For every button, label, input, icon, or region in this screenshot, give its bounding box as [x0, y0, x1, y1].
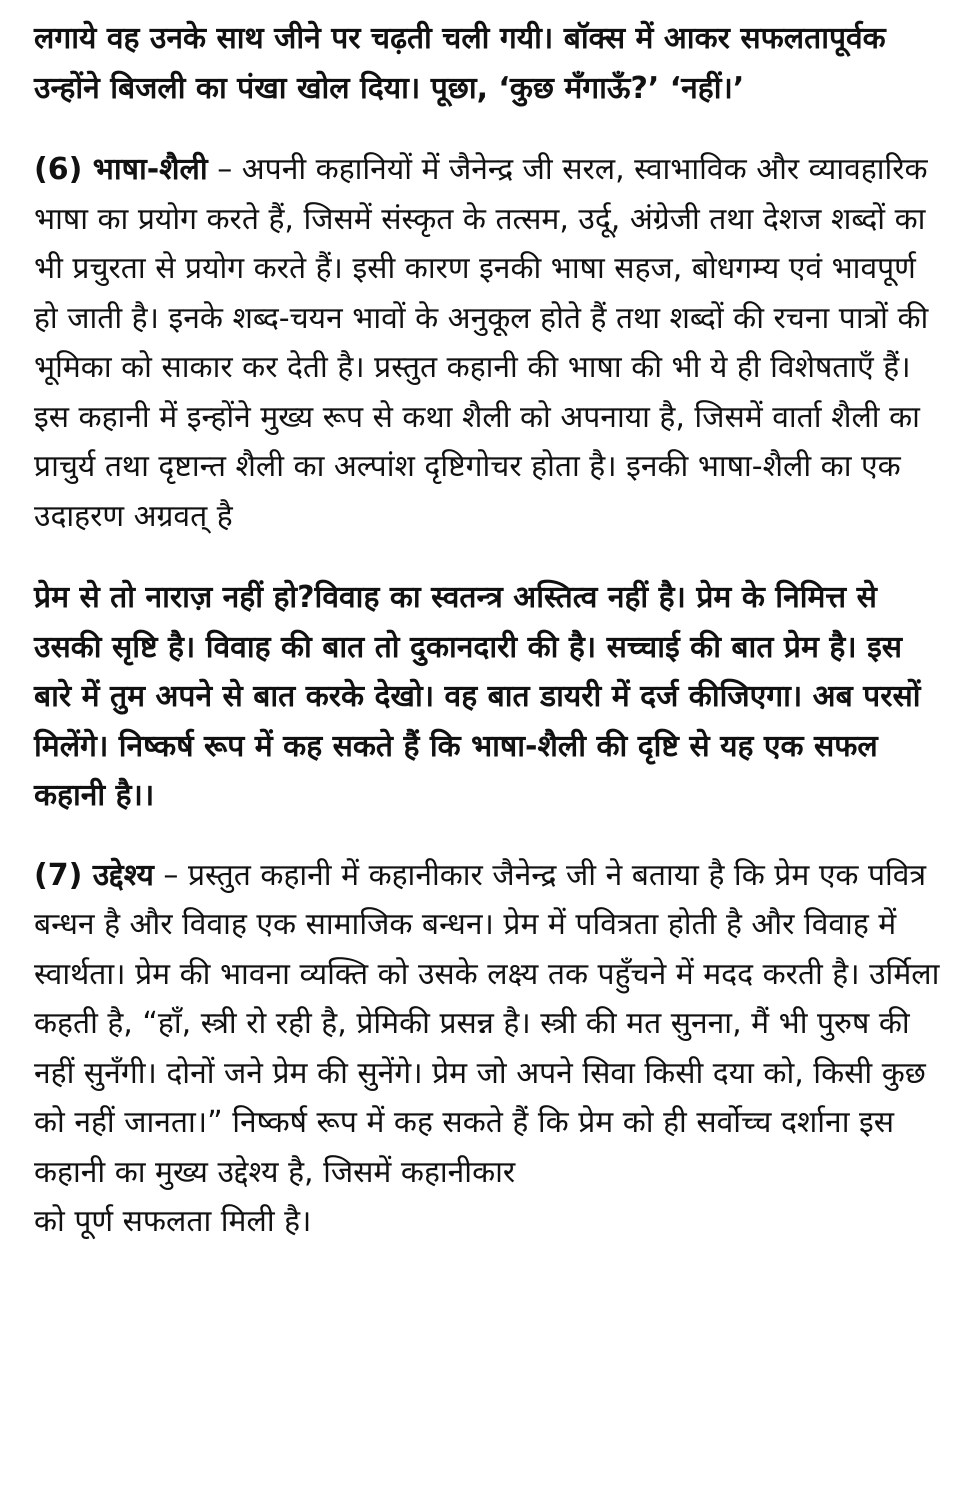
- section-7-paragraph: [34, 851, 946, 1247]
- section-7-body: प्रस्तुत कहानी में कहानीकार जैनेन्द्र जी ने बताया है कि प्रेम एक पवित्र बन्धन है और विवाह एक सामाजिक बन्धन। प्रेम में पवित्रता होती है और विवाह में स्वार्थता। प्रेम की भावना व्यक्ति को उसके लक्ष्य तक पहुँचने में मदद करती है। उर्मिला कहती है, “हाँ, स्त्री रो रही है, प्रेमिकी प्रसन्न है। स्त्री की मत सुनना, मैं भी पुरुष की नहीं सुनँगी। दोनों जने प्रेम की सुनेंगे। प्रेम जो अपने सिवा किसी दया को, किसी कुछ को नहीं जानता।” निष्कर्ष रूप में कह सकते हैं कि प्रेम को ही सर्वोच्च दर्शाना इस कहानी का मुख्य उद्देश्य है, जिसमें कहानीकार: [34, 857, 940, 1190]
- section-7-heading: (7) उद्देश्य: [34, 857, 154, 893]
- section-6-heading: (6) भाषा-शैली: [34, 152, 208, 187]
- section-6-separator: –: [207, 152, 242, 187]
- section-7-last-line: को पूर्ण सफलता मिली है।: [34, 1204, 312, 1239]
- section-6-body: अपनी कहानियों में जैनेन्द्र जी सरल, स्वाभाविक और व्यावहारिक भाषा का प्रयोग करते हैं, जिसमें संस्कृत के तत्सम, उर्दू, अंग्रेजी तथा देशज शब्दों का भी प्रचुरता से प्रयोग करते हैं। इसी कारण इनकी भाषा सहज, बोधगम्य एवं भावपूर्ण हो जाती है। इनके शब्द-चयन भावों के अनुकूल होते हैं तथा शब्दों की रचना पात्रों की भूमिका को साकार कर देती है। प्रस्तुत कहानी की भाषा की भी ये ही विशेषताएँ हैं। इस कहानी में इन्होंने मुख्य रूप से कथा शैली को अपनाया है, जिसमें वार्ता शैली का प्राचुर्य तथा दृष्टान्त शैली का अल्पांश दृष्टिगोचर होता है। इनकी भाषा-शैली का एक उदाहरण अग्रवत् है: [34, 152, 929, 534]
- document-page: [34, 14, 946, 1247]
- section-7-separator: –: [153, 857, 188, 893]
- language-style-example: प्रेम से तो नाराज़ नहीं हो?विवाह का स्वतन्त्र अस्तित्व नहीं है। प्रेम के निमित्त से उसकी सृष्टि है। विवाह की बात तो दुकानदारी की है। सच्चाई की बात प्रेम है। इस बारे में तुम अपने से बात करके देखो। वह बात डायरी में दर्ज कीजिएगा। अब परसों मिलेंगे। निष्कर्ष रूप में कह सकते हैं कि भाषा-शैली की दृष्टि से यह एक सफल कहानी है।।: [34, 580, 921, 813]
- section-6-paragraph: [34, 145, 946, 541]
- intro-paragraph: लगाये वह उनके साथ जीने पर चढ़ती चली गयी। बॉक्स में आकर सफलतापूर्वक उन्होंने बिजली का पंखा खोल दिया। पूछा, ‘कुछ मँगाऊँ?’ ‘नहीं।’: [34, 21, 886, 106]
